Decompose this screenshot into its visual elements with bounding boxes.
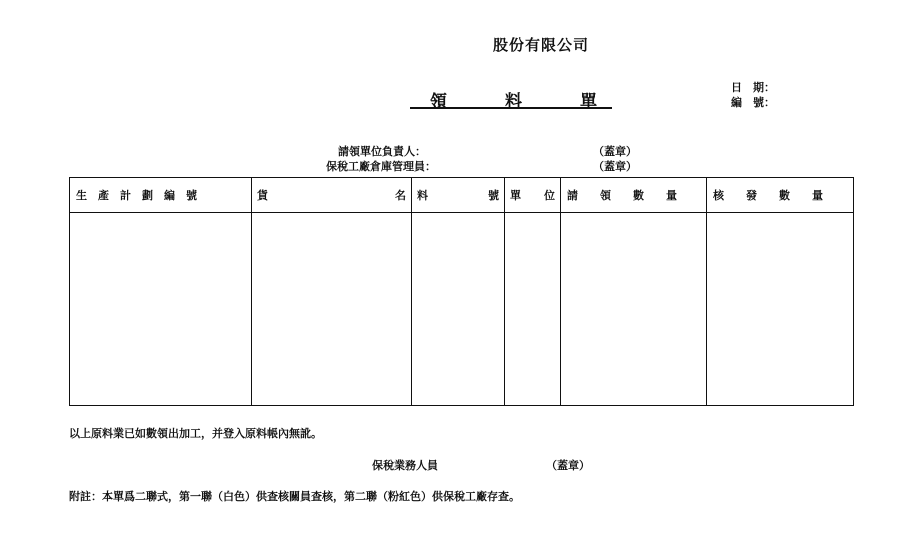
form-title-char-3: 單 [580, 92, 597, 112]
col-requested-qty [561, 178, 707, 213]
header-text-left: 貨 [257, 189, 268, 202]
bonded-staff-label: 保稅業務人員 [372, 459, 438, 472]
header-text-right: 位 [544, 189, 555, 202]
header-text: 生 產 計 劃 編 號 [76, 189, 197, 202]
col-issued-qty [707, 178, 854, 213]
col-goods-name [252, 178, 412, 213]
date-label: 日 期： [731, 81, 775, 94]
col-production-plan-no [70, 178, 252, 213]
title-underline [410, 107, 612, 109]
cell-goods-name[interactable] [252, 213, 412, 406]
form-title-char-2: 料 [505, 92, 522, 112]
bonded-staff-seal: （蓋章） [546, 459, 590, 472]
header-text-left: 料 [417, 189, 428, 202]
footnote: 附註：本單爲二聯式，第一聯（白色）供查核關員查核，第二聯（粉紅色）供保稅工廠存查。 [69, 490, 520, 503]
cell-requested-qty[interactable] [561, 213, 707, 406]
table-body-row [70, 213, 854, 406]
warehouse-manager-seal: （蓋章） [593, 160, 637, 173]
table-header-row [70, 178, 854, 213]
company-name: 股份有限公司 [493, 36, 590, 54]
header-text-right: 號 [488, 189, 499, 202]
cell-material-no[interactable] [412, 213, 505, 406]
header-text: 請 領 數 量 [567, 189, 677, 202]
number-label: 編 號： [731, 96, 775, 109]
form-title-char-1: 領 [430, 92, 447, 112]
statement-text: 以上原料業已如數領出加工，并登入原料帳內無訛。 [69, 427, 322, 440]
cell-issued-qty[interactable] [707, 213, 854, 406]
requisition-table [69, 177, 854, 406]
requester-label: 請領單位負責人： [338, 145, 426, 158]
cell-production-plan-no[interactable] [70, 213, 252, 406]
header-text-left: 單 [510, 189, 521, 202]
requester-seal: （蓋章） [593, 145, 637, 158]
col-material-no [412, 178, 505, 213]
col-unit [505, 178, 561, 213]
cell-unit[interactable] [505, 213, 561, 406]
header-text: 核 發 數 量 [713, 189, 823, 202]
warehouse-manager-label: 保稅工廠倉庫管理員： [326, 160, 436, 173]
header-text-right: 名 [395, 189, 406, 202]
